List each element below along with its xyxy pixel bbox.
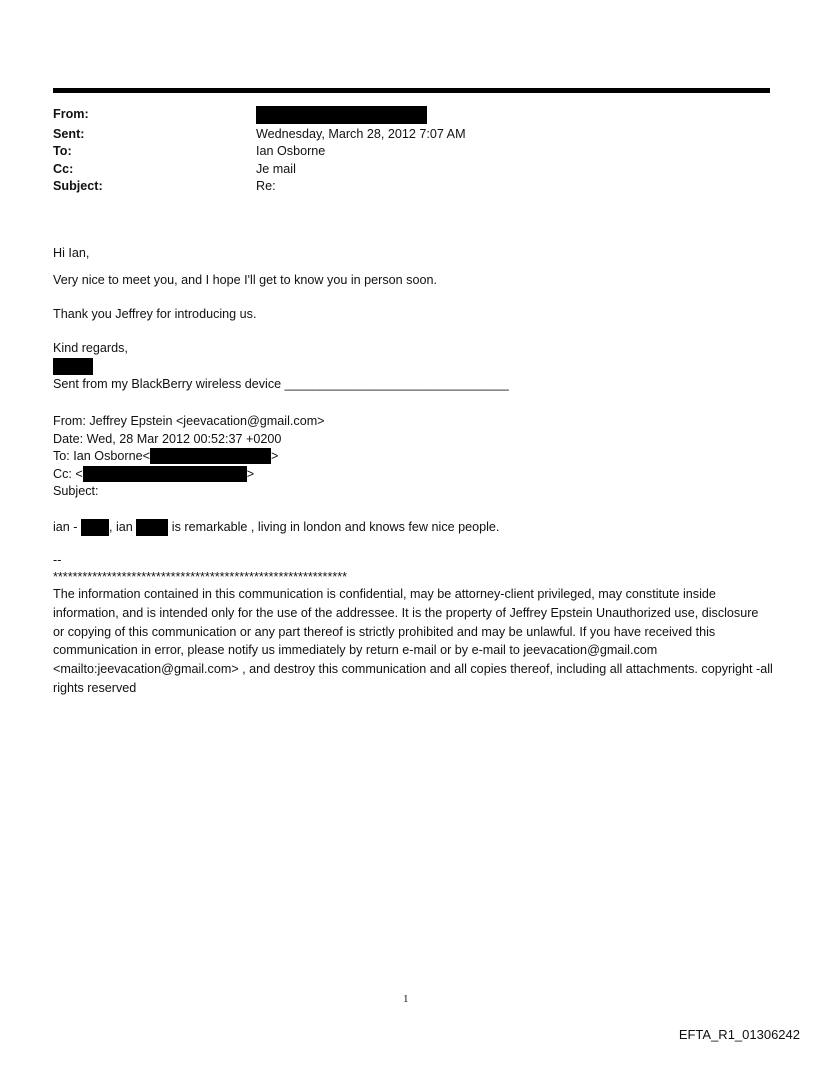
sent-label: Sent: [53, 127, 85, 141]
quoted-cc [53, 466, 254, 482]
cc-value: Je mail [256, 162, 296, 176]
quoted-subject: Subject: [53, 484, 99, 498]
stars-line: ************************************************************ [53, 570, 348, 584]
greeting: Hi Ian, [53, 246, 90, 260]
quoted-message [53, 519, 499, 536]
signature: Sent from my BlackBerry wireless device ________________________________ [53, 377, 509, 391]
quoted-to [53, 448, 278, 464]
separator: -- [53, 553, 62, 567]
redaction-1 [81, 519, 109, 536]
document-id: EFTA_R1_01306242 [678, 1027, 800, 1042]
subject-label: Subject: [53, 179, 103, 193]
message-part-c: is remarkable , living in london and knows few nice people. [168, 520, 500, 534]
closing: Kind regards, [53, 341, 128, 355]
sent-value: Wednesday, March 28, 2012 7:07 AM [256, 127, 466, 141]
to-value: Ian Osborne [256, 144, 326, 158]
page-number: 1 [403, 993, 409, 1005]
body-line-1: Very nice to meet you, and I hope I'll get to know you in person soon. [53, 273, 437, 287]
redaction-to-email [150, 448, 271, 464]
from-label: From: [53, 107, 89, 121]
redaction-signature-name [53, 358, 93, 375]
quoted-to-prefix: To: Ian Osborne< [53, 449, 150, 463]
redaction-from [256, 106, 427, 124]
quoted-date: Date: Wed, 28 Mar 2012 00:52:37 +0200 [53, 432, 282, 446]
body-line-2: Thank you Jeffrey for introducing us. [53, 307, 257, 321]
redaction-cc-email [83, 466, 247, 482]
quoted-cc-suffix: > [246, 467, 255, 481]
subject-value: Re: [256, 179, 276, 193]
quoted-to-suffix: > [270, 449, 279, 463]
message-part-a: ian - [53, 520, 81, 534]
quoted-from: From: Jeffrey Epstein <jeevacation@gmail.com> [53, 414, 325, 428]
to-label: To: [53, 144, 72, 158]
redaction-2 [136, 519, 168, 536]
header-rule [53, 88, 770, 93]
cc-label: Cc: [53, 162, 74, 176]
quoted-cc-prefix: Cc: < [53, 467, 83, 481]
disclaimer: The information contained in this communication is confidential, may be attorney-client privileged, may constitute inside information, and is intended only for the use of the addressee. It is the property of Jeffrey Epstein Unauthorized use, disclosure or copying of this communication or any part thereof is strictly prohibited and may be unlawful. If you have received this communication in error, please notify us immediately by return e-mail or by e-mail to jeevacation@gmail.com <mailto:jeevacation@gmail.com> , and destroy this communication and all copies thereof, including all attachments. copyright -all rights reserved [53, 587, 773, 695]
message-part-b: , ian [109, 520, 137, 534]
